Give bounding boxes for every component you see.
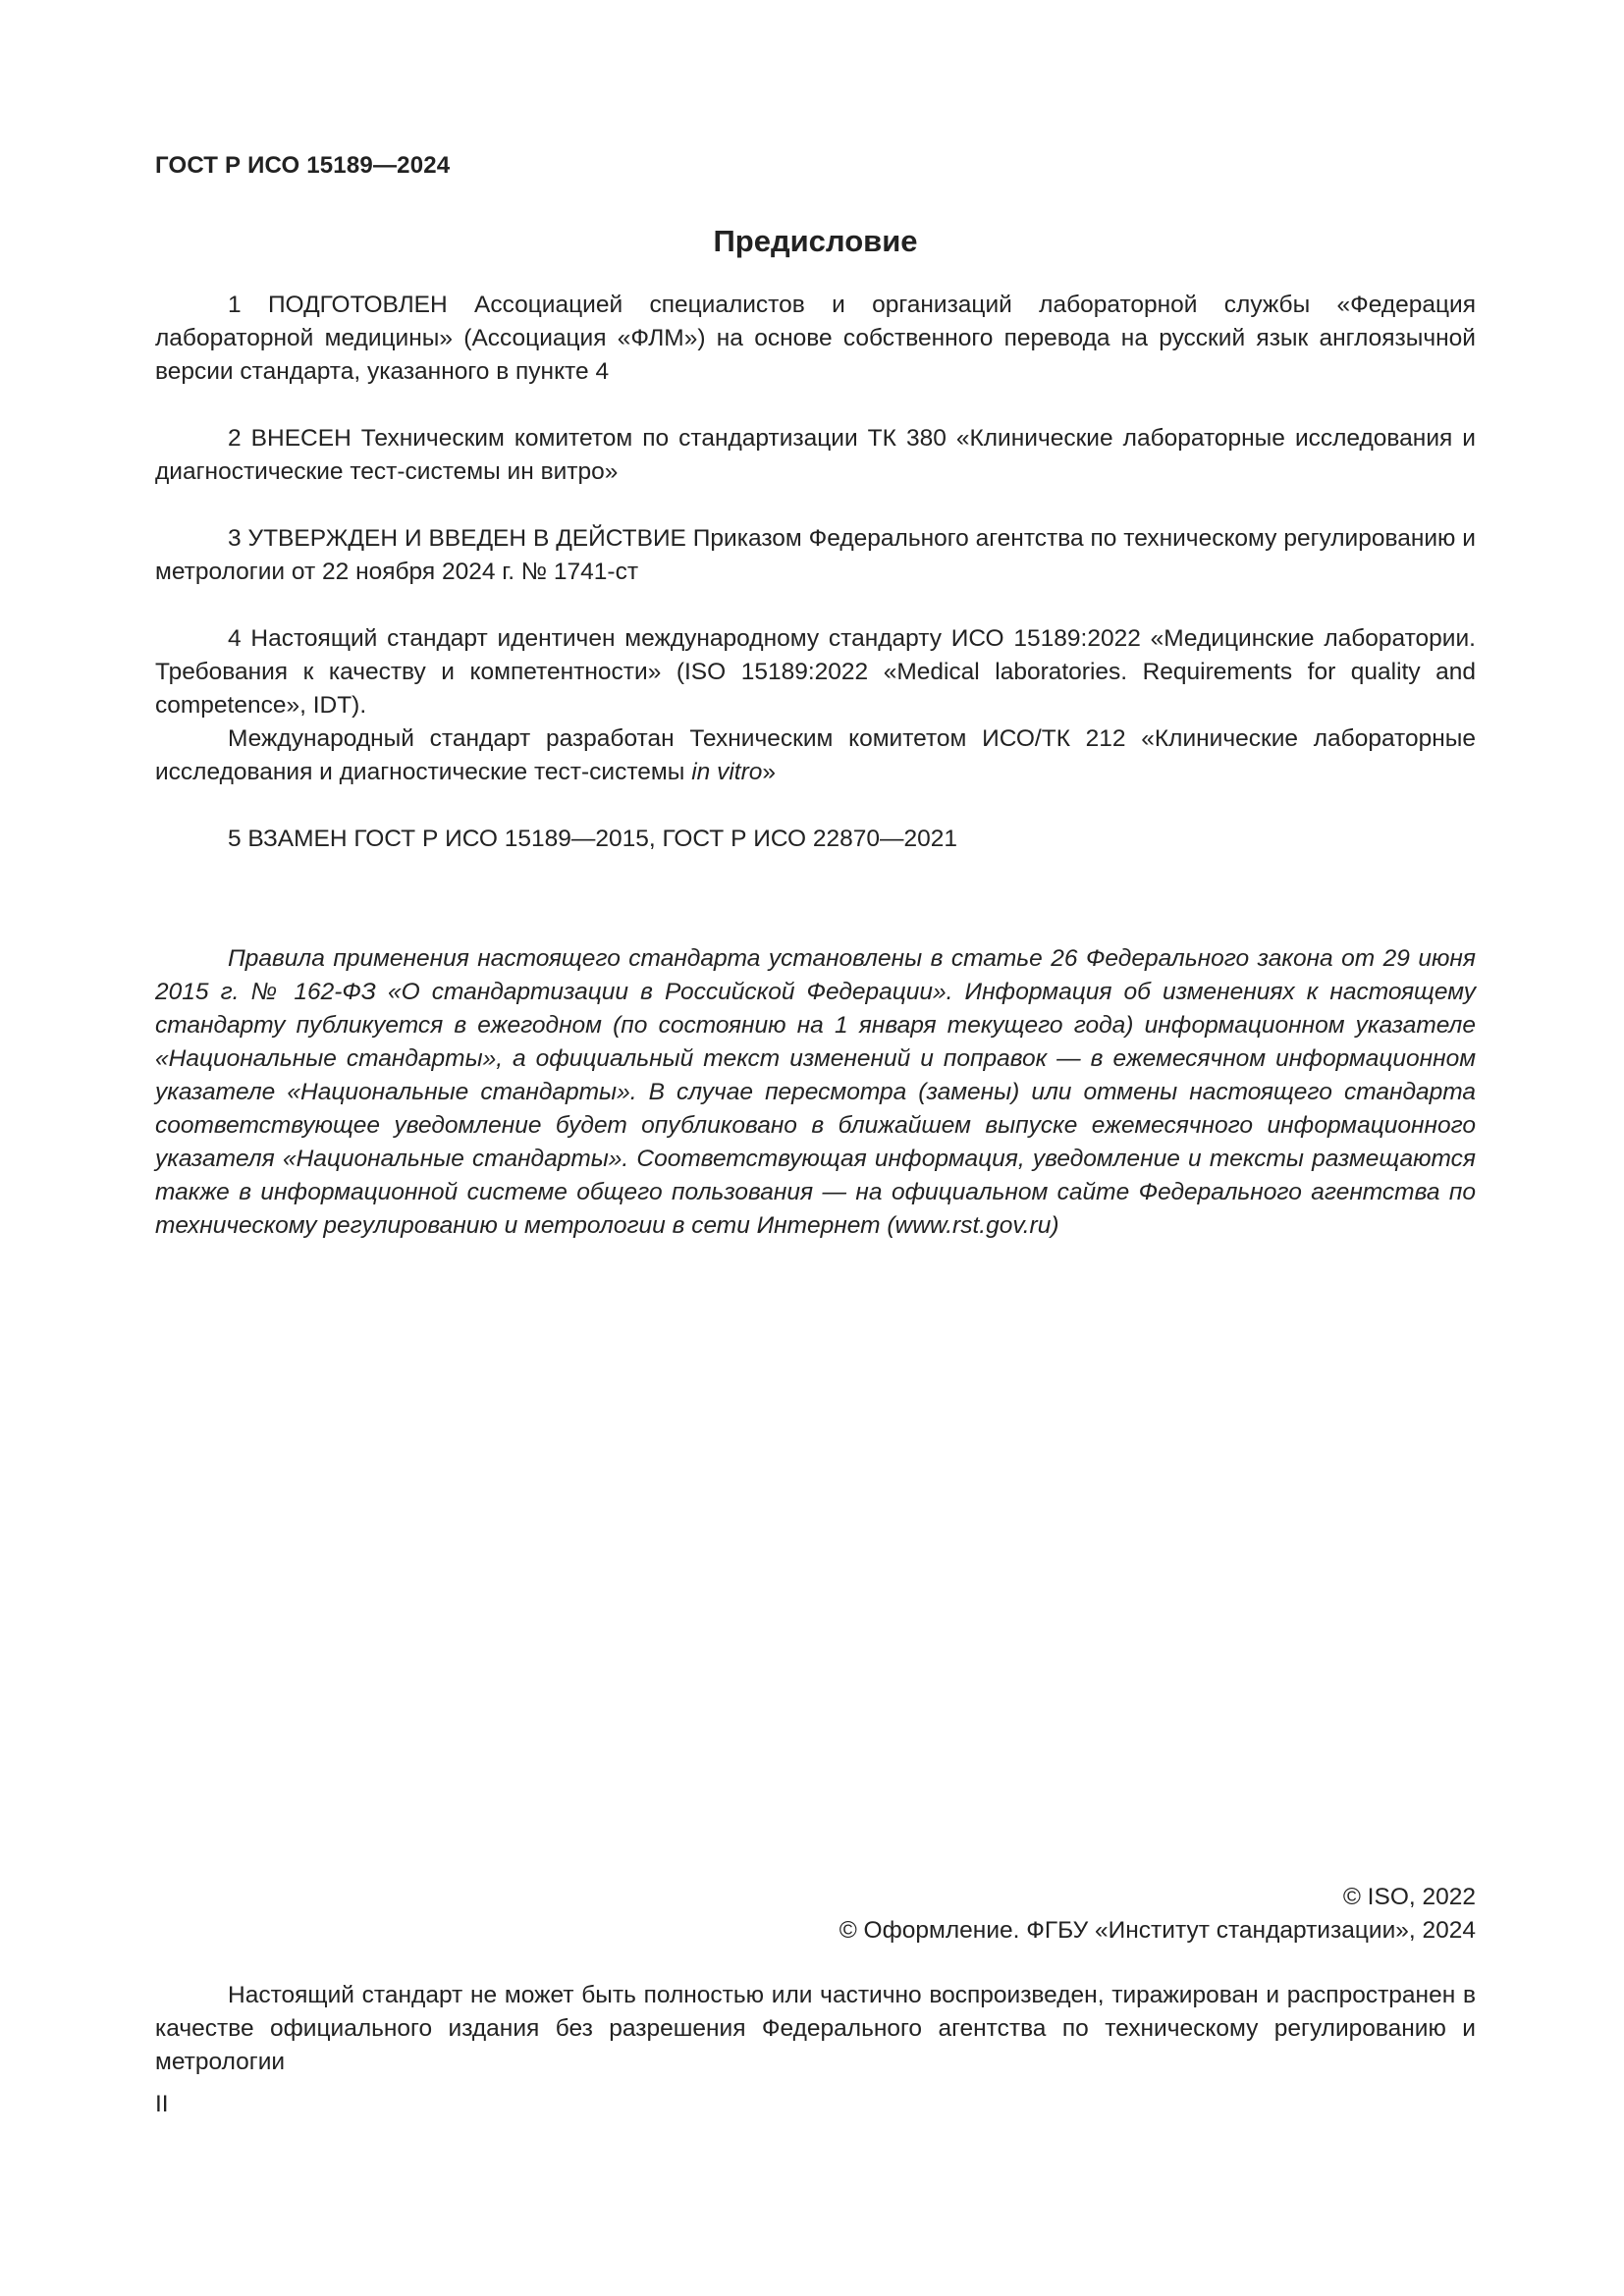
preface-body bbox=[155, 289, 1476, 856]
preface-item-3: 3 УТВЕРЖДЕН И ВВЕДЕН В ДЕЙСТВИЕ Приказом Федерального агентства по техническому регулированию и метрологии от 22 ноября 2024 г. № 1741-ст bbox=[155, 525, 1476, 585]
page-title: Предисловие bbox=[713, 224, 918, 258]
preface-item-4-note-text: Международный стандарт разработан Техническим комитетом ИСО/ТК 212 «Клинические лабораторные исследования и диагностические тест-системы bbox=[155, 725, 1476, 785]
preface-item-2: 2 ВНЕСЕН Техническим комитетом по стандартизации ТК 380 «Клинические лабораторные исследования и диагностические тест-системы ин витро» bbox=[155, 425, 1476, 485]
preface-item-1: 1 ПОДГОТОВЛЕН Ассоциацией специалистов и организаций лабораторной службы «Федерация лабораторной медицины» (Ассоциация «ФЛМ») на основе собственного перевода на русский язык англоязычной версии стандарта, указанного в пункте 4 bbox=[155, 292, 1476, 385]
preface-item-4: 4 Настоящий стандарт идентичен международному стандарту ИСО 15189:2022 «Медицинские лаборатории. Требования к качеству и компетентности» (ISO 15189:2022 «Medical laboratories. Requirements for quality and competence», IDT). bbox=[155, 625, 1476, 719]
copyright-design: © Оформление. ФГБУ «Институт стандартизации», 2024 bbox=[839, 1917, 1476, 1944]
preface-item-4-note-end: » bbox=[762, 759, 777, 785]
preface-item-5: 5 ВЗАМЕН ГОСТ Р ИСО 15189—2015, ГОСТ Р ИСО 22870—2021 bbox=[228, 826, 957, 852]
page-number: II bbox=[155, 2091, 169, 2117]
preface-item-4-note-italic: in vitro bbox=[691, 759, 763, 785]
application-rules: Правила применения настоящего стандарта установлены в статье 26 Федерального закона от 29 июня 2015 г. № 162-ФЗ «О стандартизации в Российской Федерации». Информация об изменениях к настоящему стандарту публикуется в ежегодном (по состоянию на 1 января текущего года) информационном указателе «Национальные стандарты», а официальный текст изменений и поправок — в ежемесячном информационном указателе «Национальные стандарты». В случае пересмотра (замены) или отмены настоящего стандарта соответствующее уведомление будет опубликовано в ближайшем выпуске ежемесячного информационного указателя «Национальные стандарты». Соответствующая информация, уведомление и тексты размещаются также в информационной системе общего пользования — на официальном сайте Федерального агентства по техническому регулированию и метрологии в сети Интернет (www.rst.gov.ru) bbox=[155, 945, 1476, 1239]
preface-item-4-note bbox=[155, 722, 1476, 789]
document-code: ГОСТ Р ИСО 15189—2024 bbox=[155, 152, 451, 179]
copyright-block bbox=[155, 1881, 1476, 1948]
copyright-iso: © ISO, 2022 bbox=[1342, 1884, 1476, 1910]
reproduction-notice: Настоящий стандарт не может быть полностью или частично воспроизведен, тиражирован и распространен в качестве официального издания без разрешения Федерального агентства по техническому регулированию и метрологии bbox=[155, 1982, 1476, 2075]
